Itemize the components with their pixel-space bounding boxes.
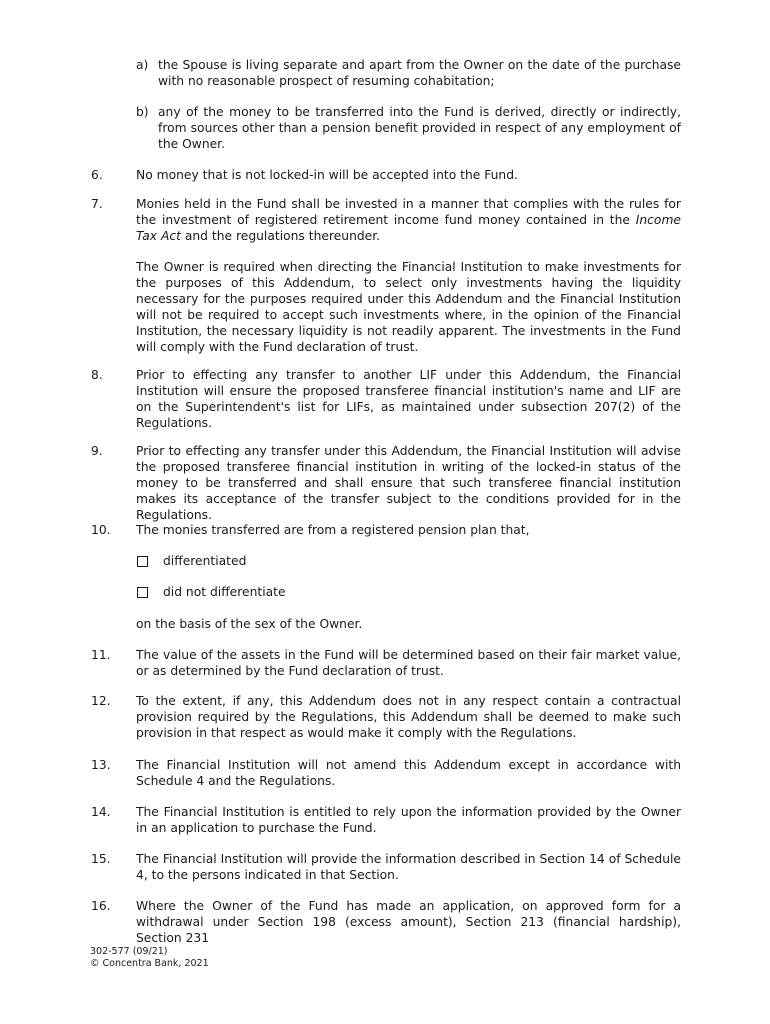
- clause-text: and the regulations thereunder.: [180, 229, 381, 243]
- item-label: a): [136, 58, 149, 72]
- form-number: 302-577 (09/21): [90, 946, 168, 957]
- clause-number: 7.: [91, 197, 103, 211]
- option-did-not-differentiate[interactable]: [137, 584, 286, 600]
- copyright-notice: © Concentra Bank, 2021: [90, 958, 209, 969]
- list-item-b: [136, 104, 681, 152]
- clause-text: The Financial Institution will not amend this Addendum except in accordance with Schedule 4 and the Regulations.: [136, 758, 681, 788]
- clause-paragraph: [136, 196, 681, 244]
- clause-text: No money that is not locked-in will be accepted into the Fund.: [136, 168, 518, 182]
- clause-paragraph: The Owner is required when directing the Financial Institution to make investments for the purposes of this Addendum, to select only investments having the liquidity necessary for the purposes required under this Addendum and the Financial Institution will not be required to accept such investments where, in the opinion of the Financial Institution, the necessary liquidity is not readily apparent. The investments in the Fund will comply with the Fund declaration of trust.: [136, 260, 681, 354]
- act-title: Income Tax Act: [136, 213, 681, 243]
- clause-text: To the extent, if any, this Addendum does not in any respect contain a contractual provision required by the Regulations, this Addendum shall be deemed to make such provision in that respect as would make it comply with the Regulations.: [136, 694, 681, 740]
- clause-number: 11.: [91, 648, 111, 662]
- clause-number: 9.: [91, 444, 103, 458]
- option-label: differentiated: [163, 554, 247, 568]
- list-item-a: [136, 57, 681, 89]
- clause-number: 6.: [91, 168, 103, 182]
- clause-number: 8.: [91, 368, 103, 382]
- item-label: b): [136, 105, 149, 119]
- clause-number: 15.: [91, 852, 111, 866]
- clause-text: Where the Owner of the Fund has made an application, on approved form for a withdrawal under Section 198 (excess amount), Section 213 (financial hardship), Section 231: [136, 899, 681, 945]
- option-differentiated[interactable]: [137, 553, 246, 569]
- clause-text: The monies transferred are from a registered pension plan that,: [136, 523, 530, 537]
- clause-text: Prior to effecting any transfer to another LIF under this Addendum, the Financial Institution will ensure the proposed transferee financial institution's name and LIF are on the Superintendent's list for LIFs, as maintained under subsection 207(2) of the Regulations.: [136, 368, 681, 430]
- clause-text: The Financial Institution will provide the information described in Section 14 of Schedule 4, to the persons indicated in that Section.: [136, 852, 681, 882]
- clause-text: Prior to effecting any transfer under this Addendum, the Financial Institution will advise the proposed transferee financial institution in writing of the locked-in status of the money to be transferred and shall ensure that such transferee financial institution makes its acceptance of the transfer subject to the conditions provided for in the Regulations.: [136, 444, 681, 522]
- clause-text: The Financial Institution is entitled to rely upon the information provided by the Owner in an application to purchase the Fund.: [136, 805, 681, 835]
- clause-number: 12.: [91, 694, 111, 708]
- clause-number: 10.: [91, 523, 111, 537]
- clause-text: The value of the assets in the Fund will be determined based on their fair market value, or as determined by the Fund declaration of trust.: [136, 648, 681, 678]
- clause-10-closing: on the basis of the sex of the Owner.: [136, 617, 363, 631]
- clause-body: [136, 196, 681, 355]
- option-label: did not differentiate: [163, 585, 286, 599]
- clause-number: 13.: [91, 758, 111, 772]
- checkbox-did-not-differentiate[interactable]: [137, 587, 148, 598]
- clause-text: Monies held in the Fund shall be invested in a manner that complies with the rules for the investment of registered retirement income fund money contained in the: [136, 197, 681, 227]
- checkbox-differentiated[interactable]: [137, 556, 148, 567]
- item-text: any of the money to be transferred into the Fund is derived, directly or indirectly, from sources other than a pension benefit provided in respect of any employment of the Owner.: [158, 105, 681, 151]
- clause-number: 16.: [91, 899, 111, 913]
- page-footer: [90, 946, 209, 970]
- item-text: the Spouse is living separate and apart from the Owner on the date of the purchase with no reasonable prospect of resuming cohabitation;: [158, 58, 681, 88]
- clause-number: 14.: [91, 805, 111, 819]
